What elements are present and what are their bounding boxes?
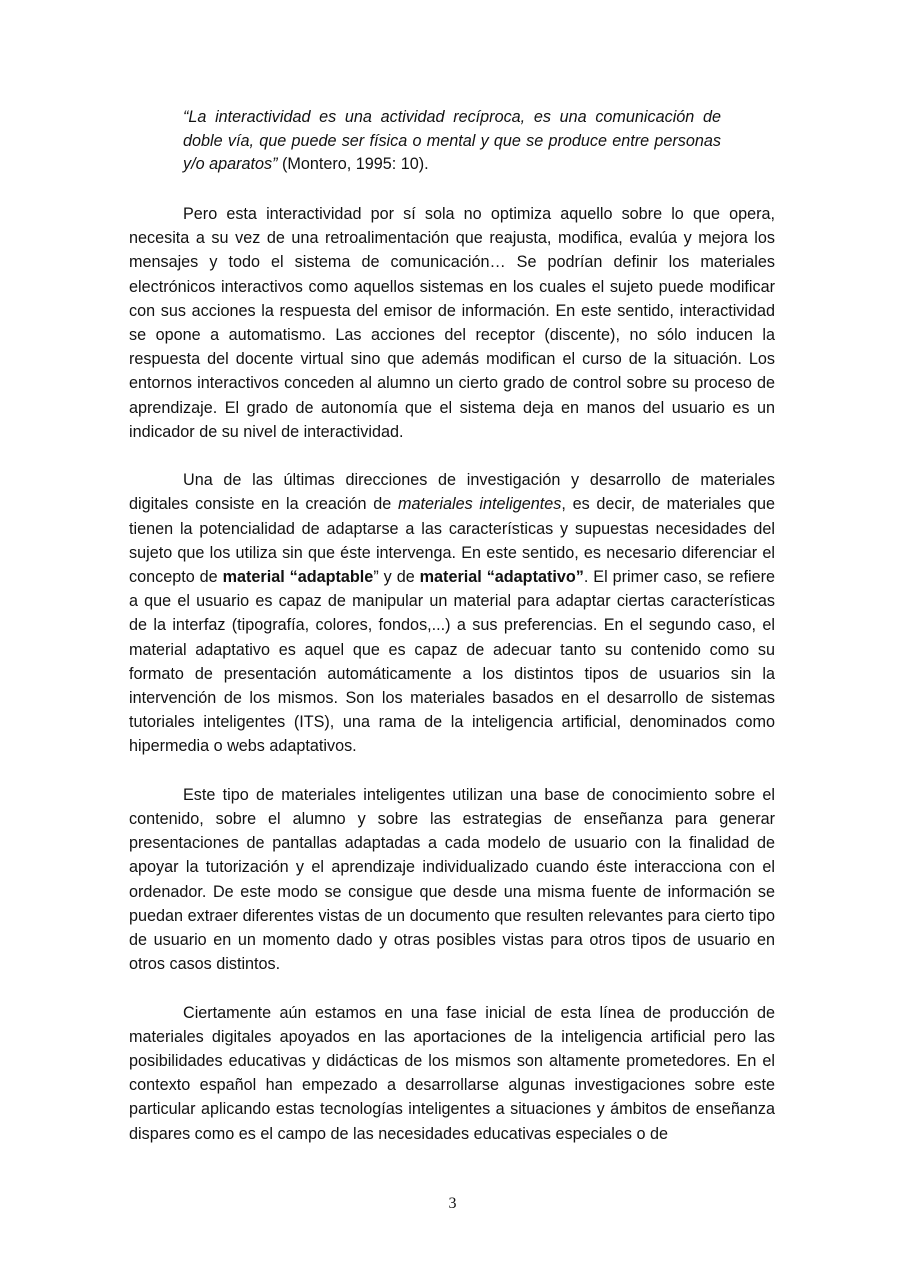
italic-term: materiales inteligentes [398,495,562,514]
body-text [129,202,775,1146]
paragraph-interactividad: Pero esta interactividad por sí sola no optimiza aquello sobre lo que opera, necesita a su vez de una retroalimentación que reajusta, modifica, evalúa y mejora los mensajes y todo el sistema de comunicación… Se podrían definir los materiales electrónicos interactivos como aquellos sistemas en los cuales el sujeto puede modificar con sus acciones la respuesta del emisor de información. En este sentido, interactividad se opone a automatismo. Las acciones del receptor (discente), no sólo inducen la respuesta del docente virtual sino que además modifican el curso de la situación. Los entornos interactivos conceden al alumno un cierto grado de control sobre su proceso de aprendizaje. El grado de autonomía que el sistema deja en manos del usuario es un indicador de su nivel de interactividad. [129,205,775,441]
block-quote [183,106,721,177]
paragraph-fase-inicial: Ciertamente aún estamos en una fase inicial de esta línea de producción de materiales digitales apoyados en las aportaciones de la inteligencia artificial pero las posibilidades educativas y didácticas de los mismos son altamente prometedores. En el contexto español han empezado a desarrollarse algunas investigaciones sobre este particular aplicando estas tecnologías inteligentes a situaciones y ámbitos de enseñanza dispares como es el campo de las necesidades educativas especiales o de [129,1003,775,1143]
page-number: 3 [448,1195,457,1212]
paragraph-text: , es decir, de materiales que tienen la potencialidad de adaptarse a las características y supuestas necesidades del sujeto que los utiliza sin que éste intervenga. En este sentido, es necesario diferenciar el concepto de [129,495,775,587]
quote-citation: (Montero, 1995: 10). [277,155,429,173]
bold-term-adaptativo: material “adaptativo” [419,568,584,587]
paragraph-base-conocimiento: Este tipo de materiales inteligentes utilizan una base de conocimiento sobre el contenido, sobre el alumno y sobre las estrategias de enseñanza para generar presentaciones de pantallas adaptadas a cada modelo de usuario con la finalidad de apoyar la tutorización y el aprendizaje individualizado cuando éste interacciona con el ordenador. De este modo se consigue que desde una misma fuente de información se puedan extraer diferentes vistas de un documento que resulten relevantes para cierto tipo de usuario en un momento dado y otras posibles vistas para otros tipos de usuario en otros casos distintos. [129,785,775,974]
paragraph-text: ” y de [373,568,420,587]
paragraph-text: . El primer caso, se refiere a que el usuario es capaz de manipular un material para adaptar ciertas características de la interfaz (tipografía, colores, fondos,...) a sus preferencias. En el segundo caso, el material adaptativo es aquel que es capaz de adecuar tanto su contenido como su formato de presentación automáticamente a los distintos tipos de usuarios sin la intervención de los mismos. Son los materiales basados en el desarrollo de sistemas tutoriales inteligentes (ITS), una rama de la inteligencia artificial, denominados como hipermedia o webs adaptativos. [129,568,776,756]
paragraph-text: Una de las últimas direcciones de investigación y desarrollo de materiales digitales consiste en la creación de [129,471,775,514]
bold-term-adaptable: material “adaptable [222,568,374,587]
quote-text: “La interactividad es una actividad recíproca, es una comunicación de doble vía, que puede ser física o mental y que se produce entre personas y/o aparatos” [183,108,721,173]
paragraph-materiales-inteligentes [129,468,775,758]
